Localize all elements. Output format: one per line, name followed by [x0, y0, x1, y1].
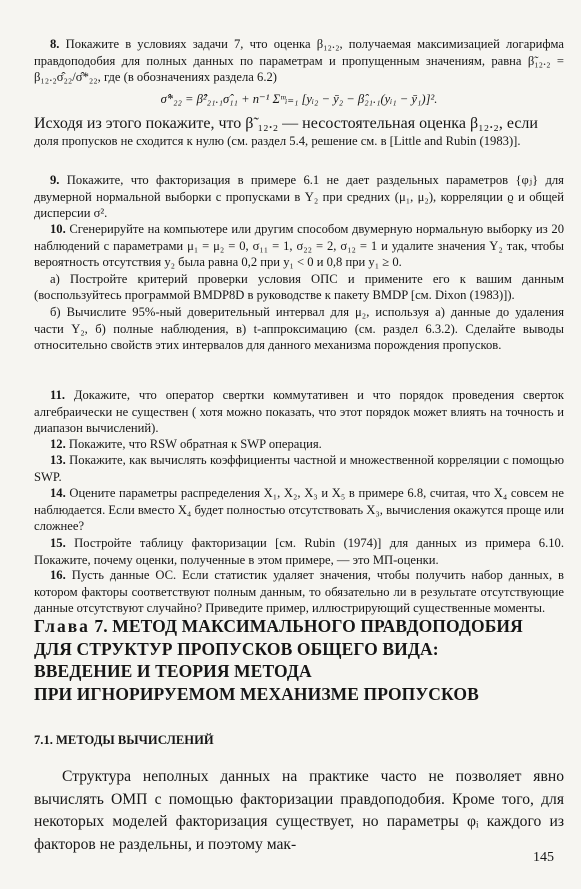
problem-number: 12. — [50, 437, 66, 451]
section-title: 7.1. МЕТОДЫ ВЫЧИСЛЕНИЙ — [34, 733, 214, 747]
problem-13-text: 13. Покажите, как вычислять коэффициенты частной и множественной корреляции с помощью SWP. — [34, 453, 564, 484]
problem-11 — [34, 387, 564, 437]
problem-number: 13. — [50, 453, 66, 467]
problem-14 — [34, 485, 564, 535]
problem-number: 11. — [50, 388, 66, 402]
problem-number: 15. — [50, 536, 66, 550]
chapter-label: Глава — [34, 616, 90, 636]
problem-number: 10. — [50, 222, 66, 236]
problem-8-text: 8. Покажите в условиях задачи 7, что оценка β₁₂.₂, получаемая максимизацией логарифма правдоподобия для полных данных по параметрам и пропущенным значениям, равна β̃₁₂.₂ = β₁₂.₂σ̂₂₂/σ̂*₂₂, где (в обозначениях раздела 6.2) — [34, 37, 564, 85]
problem-10a-text: а) Постройте критерий проверки условия ОПС и примените его к вашим данным (воспользуйтесь программой BMDP8D в руководстве к пакету BMDP [см. Dixon (1983)]). — [34, 271, 564, 303]
problem-number: 16. — [50, 568, 66, 582]
problem-8 — [34, 36, 564, 149]
problem-16-text: 16. Пусть данные ОС. Если статистик удаляет значения, чтобы получить набор данных, в котором факторы соответствуют полным данным, то обязательно ли в результате отсутствующие данные отсутствуют случайно? Приведите пример, иллюстрирующий существенные моменты. — [34, 568, 564, 616]
problem-11-text: 11. Докажите, что оператор свертки коммутативен и что порядок проведения сверток алгебраически не существен ( хотя можно показать, что этот порядок может влиять на точность и диапазон вычислений). — [34, 388, 564, 436]
problem-12-text: 12. Покажите, что RSW обратная к SWP операция. — [50, 437, 322, 451]
problem-13 — [34, 452, 564, 485]
page-number: 145 — [533, 850, 554, 865]
problem-15-text: 15. Постройте таблицу факторизации [см. Rubin (1974)] для данных из примера 6.10. Покажите, почему оценки, полученные в этом примере, — это МП-оценки. — [34, 536, 564, 567]
problem-10b-text: б) Вычислите 95%-ный доверительный интервал для μ₂, используя а) данные до удаления части Y₂, б) полные наблюдения, в) t-аппроксимацию (см. раздел 6.3.2). Сделайте выводы относительно свойств этих интервалов для данного механизма порождения пропусков. — [34, 304, 564, 353]
problem-8-conclusion: Исходя из этого покажите, что β̃ ₁₂.₂ — несостоятельная оценка β₁₂.₂, если — [34, 114, 538, 132]
problem-10-text: 10. Сгенерируйте на компьютере или другим способом двумерную нормальную выборку из 20 наблюдений с параметрами μ₁ = μ₂ = 0, σ₁₁ = 1, σ₂₂ = 2, σ₁₂ = 1 и удалите значения Y₂ так, чтобы вероятность отсутствия y₂ была равна 0,2 при y₁ < 0 и 0,8 при y₁ ≥ 0. — [34, 222, 564, 270]
problem-15 — [34, 535, 564, 568]
body-paragraph: Структура неполных данных на практике часто не позволяет явно вычислять ОМП с помощью факторизации правдоподобия. Кроме того, для некоторых моделей факторизация существует, но параметры φᵢ каждого из факторов не раздельны, и поэтому мак- — [34, 768, 564, 853]
problem-12 — [34, 436, 564, 453]
chapter-heading — [34, 615, 564, 705]
chapter-line-2: ДЛЯ СТРУКТУР ПРОПУСКОВ ОБЩЕГО ВИДА: — [34, 638, 439, 659]
problem-9-text: 9. Покажите, что факторизация в примере 6.1 не дает раздельных параметров {φⱼ} для двумерной нормальной выборки с пропусками в Y₂ при средних (μ₁, μ₂), корреляции ϱ и общей дисперсии σ². — [34, 173, 564, 221]
chapter-line-4: ПРИ ИГНОРИРУЕМОМ МЕХАНИЗМЕ ПРОПУСКОВ — [34, 683, 479, 704]
problem-number: 14. — [50, 486, 66, 500]
chapter-line-3: ВВЕДЕНИЕ И ТЕОРИЯ МЕТОДА — [34, 661, 312, 681]
problem-9 — [34, 172, 564, 222]
formula-sigma22: σ̂*₂₂ = β̂²₂₁.₁σ̂₁₁ + n⁻¹ Σᵐᵢ₌₁ [yᵢ₂ − ȳ₂ − β̂₂₁.₁(yᵢ₁ − ȳ₁)]². — [160, 91, 438, 106]
problem-number: 8. — [50, 37, 60, 51]
chapter-line-1: Глава 7. МЕТОД МАКСИМАЛЬНОГО ПРАВДОПОДОБИЯ — [34, 616, 523, 636]
problem-16 — [34, 567, 564, 617]
problem-10 — [34, 221, 564, 354]
problem-8-reference: доля пропусков не сходится к нулю (см. раздел 5.4, решение см. в [Little and Rubin (1983)]. — [34, 133, 521, 148]
problem-number: 9. — [50, 173, 60, 187]
problem-14-text: 14. Оцените параметры распределения X₁, X₂, X₃ и X₅ в примере 6.8, считая, что X₄ совсем не наблюдается. Если вместо X₄ будет полностью отсутствовать X₃, вычисления окажутся проще или сложнее? — [34, 486, 564, 534]
